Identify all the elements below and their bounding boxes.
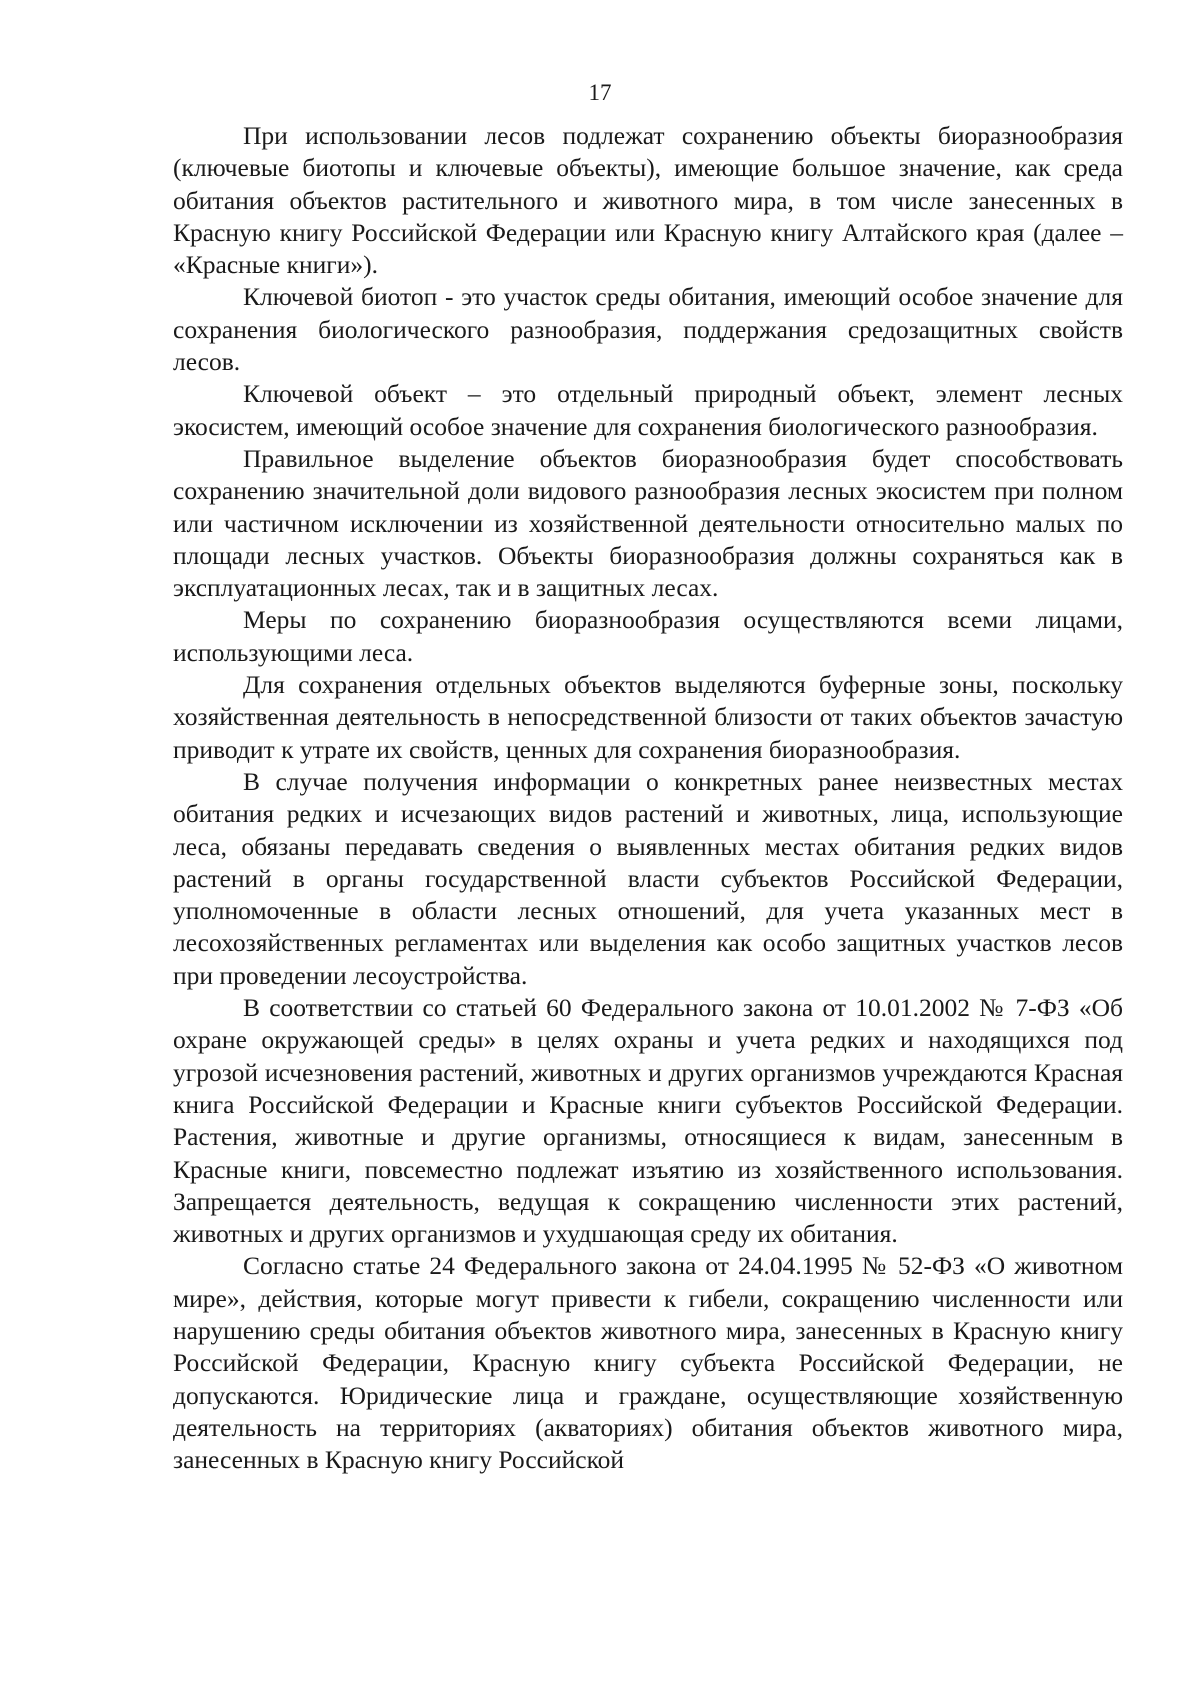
paragraph-federal-law-7fz: В соответствии со статьей 60 Федерального закона от 10.01.2002 № 7-ФЗ «Об охране окружающей среды» в целях охраны и учета редких и находящихся под угрозой исчезновения растений, животных и других организмов учреждаются Красная книга Российской Федерации и Красные книги субъектов Российской Федерации. Растения, животные и другие организмы, относящиеся к видам, занесенным в Красные книги, повсеместно подлежат изъятию из хозяйственного использования. Запрещается деятельность, ведущая к сокращению численности этих растений, животных и других организмов и ухудшающая среду их обитания. xyxy=(173,993,1123,1249)
paragraph-buffer-zones: Для сохранения отдельных объектов выделяются буферные зоны, поскольку хозяйственная деятельность в непосредственной близости от таких объектов зачастую приводит к утрате их свойств, ценных для сохранения биоразнообразия. xyxy=(173,670,1123,764)
paragraph-biodiversity-objects: При использовании лесов подлежат сохранению объекты биоразнообразия (ключевые биотопы и ключевые объекты), имеющие большое значение, как среда обитания объектов растительного и животного мира, в том числе занесенных в Красную книгу Российской Федерации или Красную книгу Алтайского края (далее – «Красные книги»). xyxy=(173,121,1123,280)
paragraph-key-biotope: Ключевой биотоп - это участок среды обитания, имеющий особое значение для сохранения биологического разнообразия, поддержания средозащитных свойств лесов. xyxy=(173,282,1123,377)
paragraph-correct-allocation: Правильное выделение объектов биоразнообразия будет способствовать сохранению значительной доли видового разнообразия лесных экосистем при полном или частичном исключении из хозяйственной деятельности относительно малых по площади лесных участков. Объекты биоразнообразия должны сохраняться как в эксплуатационных лесах, так и в защитных лесах. xyxy=(173,443,1123,603)
paragraph-federal-law-52fz: Согласно статье 24 Федерального закона от 24.04.1995 № 52-ФЗ «О животном мире», действия, которые могут привести к гибели, сокращению численности или нарушению среды обитания объектов животного мира, занесенных в Красную книгу Российской Федерации, Красную книгу субъекта Российской Федерации, не допускаются. Юридические лица и граждане, осуществляющие хозяйственную деятельность на территориях (акваториях) обитания объектов животного мира, занесенных в Красную книгу Российской xyxy=(173,1251,1123,1475)
paragraph-information-transfer: В случае получения информации о конкретных ранее неизвестных местах обитания редких и исчезающих видов растений и животных, лица, использующие леса, обязаны передавать сведения о выявленных местах обитания редких видов растений в органы государственной власти субъектов Российской Федерации, уполномоченные в области лесных отношений, для учета указанных мест в лесохозяйственных регламентах или выделения как особо защитных участков лесов при проведении лесоустройства. xyxy=(173,766,1123,990)
paragraph-key-object: Ключевой объект – это отдельный природный объект, элемент лесных экосистем, имеющий особое значение для сохранения биологического разнообразия. xyxy=(173,379,1123,441)
page-number: 17 xyxy=(588,80,612,105)
paragraph-measures: Меры по сохранению биоразнообразия осуществляются всеми лицами, использующими леса. xyxy=(173,605,1123,667)
document-body xyxy=(173,120,1123,1476)
